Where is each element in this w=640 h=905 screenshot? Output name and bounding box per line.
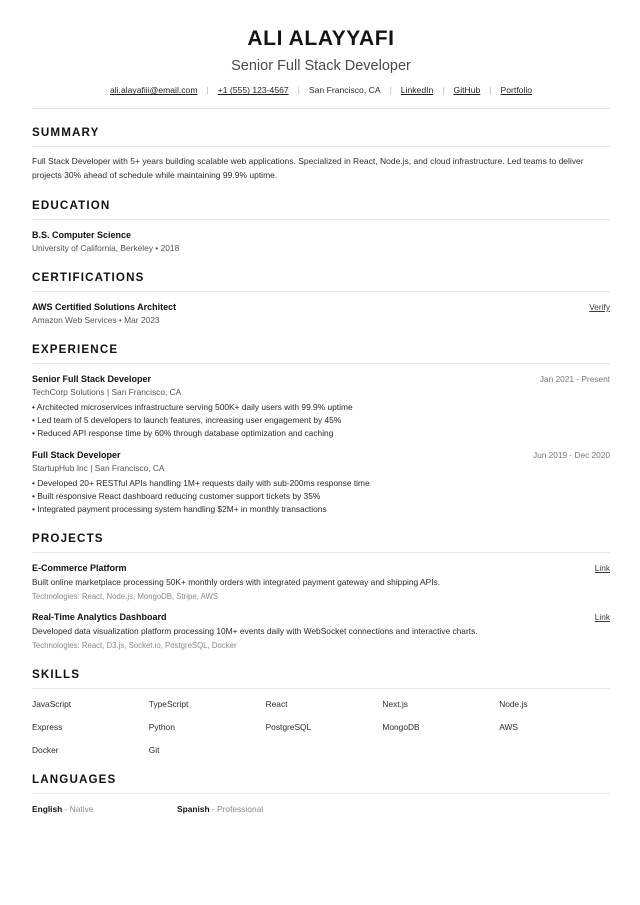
summary-text: Full Stack Developer with 5+ years building scalable web applications. Specialized in React, Node.js, and cloud infrastructure. Led teams to deliver projects 30% ahead of schedule while maintaining 99.9% uptime.: [32, 156, 584, 180]
job-role: Full Stack Developer: [32, 449, 121, 460]
language-name: Spanish: [177, 803, 210, 814]
job-bullets: [32, 401, 610, 439]
skill-item: JavaScript: [32, 699, 72, 710]
section-heading-summary: SUMMARY: [32, 126, 100, 140]
skill-item: Node.js: [499, 699, 528, 710]
section-divider: [32, 363, 610, 364]
resume-header: [32, 22, 610, 96]
degree-title: B.S. Computer Science: [32, 229, 132, 240]
section-heading-certifications: CERTIFICATIONS: [32, 270, 145, 284]
education-entry: [32, 229, 610, 254]
job-bullet: • Architected microservices infrastructure serving 500K+ daily users with 99.9% uptime: [32, 402, 353, 413]
experience-list: [32, 373, 610, 515]
skill-item: Express: [32, 722, 63, 733]
job-bullet: • Built responsive React dashboard reducing customer support tickets by 35%: [32, 490, 321, 501]
certification-issuer: Amazon Web Services • Mar 2023: [32, 315, 160, 326]
contact-item-ali-alayafiii-email-com[interactable]: ali.alayafiii@email.com: [109, 85, 198, 96]
section-heading-languages: LANGUAGES: [32, 773, 117, 787]
contact-separator: |: [389, 85, 392, 96]
section-divider: [32, 219, 610, 220]
section-projects: [32, 532, 610, 651]
contact-separator: |: [442, 85, 445, 96]
section-summary: [32, 126, 610, 181]
section-languages: [32, 773, 610, 815]
verify-link[interactable]: Verify: [589, 301, 610, 312]
job-role: Senior Full Stack Developer: [32, 374, 152, 385]
skill-item: Docker: [32, 745, 59, 756]
certifications-list: [32, 301, 610, 326]
skills-grid: [32, 699, 610, 756]
projects-list: [32, 562, 610, 651]
section-heading-education: EDUCATION: [32, 198, 111, 212]
education-list: [32, 229, 610, 254]
job-company: StartupHub Inc | San Francisco, CA: [32, 462, 165, 473]
certification-name: AWS Certified Solutions Architect: [32, 301, 177, 312]
entry-header: [32, 373, 610, 385]
skill-item: Next.js: [382, 699, 408, 710]
section-divider: [32, 552, 610, 553]
candidate-name: ALI ALAYYAFI: [247, 27, 395, 50]
section-education: [32, 199, 610, 254]
languages-row: [32, 804, 610, 815]
job-bullet: • Reduced API response time by 60% through database optimization and caching: [32, 427, 334, 438]
contact-item-linkedin[interactable]: LinkedIn: [400, 85, 434, 96]
experience-entry: [32, 449, 610, 516]
contact-separator: |: [297, 85, 300, 96]
contact-item-1-555-123-4567[interactable]: +1 (555) 123-4567: [217, 85, 289, 96]
job-dates: Jun 2019 - Dec 2020: [532, 449, 610, 460]
contact-separator: |: [489, 85, 492, 96]
skill-item: Python: [148, 722, 175, 733]
language-separator: -: [209, 803, 218, 814]
language-level: Native: [69, 803, 94, 814]
skill-item: PostgreSQL: [265, 722, 312, 733]
project-entry: [32, 611, 610, 651]
candidate-title: Senior Full Stack Developer: [231, 58, 411, 75]
skill-item: AWS: [499, 722, 518, 733]
project-name: E-Commerce Platform: [32, 563, 127, 574]
skill-item: MongoDB: [382, 722, 420, 733]
language-item: [32, 804, 177, 815]
entry-header: [32, 611, 610, 623]
project-technologies: Technologies: React, Node.js, MongoDB, Stripe, AWS: [32, 592, 219, 602]
section-heading-projects: PROJECTS: [32, 532, 104, 546]
project-description: Developed data visualization platform processing 10M+ events daily with WebSocket connections and interactive charts.: [32, 626, 478, 637]
experience-entry: [32, 373, 610, 440]
project-name: Real-Time Analytics Dashboard: [32, 612, 167, 623]
skill-item: React: [265, 699, 288, 710]
job-company: TechCorp Solutions | San Francisco, CA: [32, 387, 182, 398]
language-separator: -: [62, 803, 70, 814]
section-heading-experience: EXPERIENCE: [32, 343, 119, 357]
section-divider: [32, 793, 610, 794]
language-item: [177, 804, 322, 815]
entry-header: [32, 449, 610, 461]
section-heading-skills: SKILLS: [32, 668, 81, 682]
entry-header: [32, 229, 610, 241]
project-description: Built online marketplace processing 50K+ monthly orders with integrated payment gateway and shipping APIs.: [32, 577, 441, 588]
skill-item: Git: [148, 745, 160, 756]
contact-row: [32, 85, 610, 96]
contact-item-san-francisco-ca: San Francisco, CA: [308, 85, 381, 96]
section-skills: [32, 668, 610, 756]
project-link[interactable]: Link: [594, 563, 610, 574]
project-link[interactable]: Link: [594, 612, 610, 623]
section-experience: [32, 343, 610, 515]
certification-entry: [32, 301, 610, 326]
job-bullets: [32, 477, 610, 515]
project-entry: [32, 562, 610, 602]
entry-header: [32, 301, 610, 313]
section-divider: [32, 146, 610, 147]
job-bullet: • Developed 20+ RESTful APIs handling 1M+ requests daily with sub-200ms response time: [32, 478, 370, 489]
job-bullet: • Integrated payment processing system handling $2M+ in monthly transactions: [32, 503, 327, 514]
language-name: English: [32, 803, 63, 814]
section-divider: [32, 291, 610, 292]
entry-header: [32, 562, 610, 574]
job-dates: Jan 2021 - Present: [539, 374, 610, 385]
school-name: University of California, Berkeley • 2018: [32, 242, 180, 253]
section-divider: [32, 688, 610, 689]
header-divider: [32, 108, 610, 109]
section-certifications: [32, 271, 610, 326]
language-level: Professional: [217, 803, 264, 814]
project-technologies: Technologies: React, D3.js, Socket.io, PostgreSQL, Docker: [32, 641, 237, 651]
job-bullet: • Led team of 5 developers to launch features, increasing user engagement by 45%: [32, 415, 342, 426]
contact-separator: |: [206, 85, 209, 96]
contact-item-github[interactable]: GitHub: [453, 85, 481, 96]
skill-item: TypeScript: [148, 699, 189, 710]
contact-item-portfolio[interactable]: Portfolio: [500, 85, 533, 96]
